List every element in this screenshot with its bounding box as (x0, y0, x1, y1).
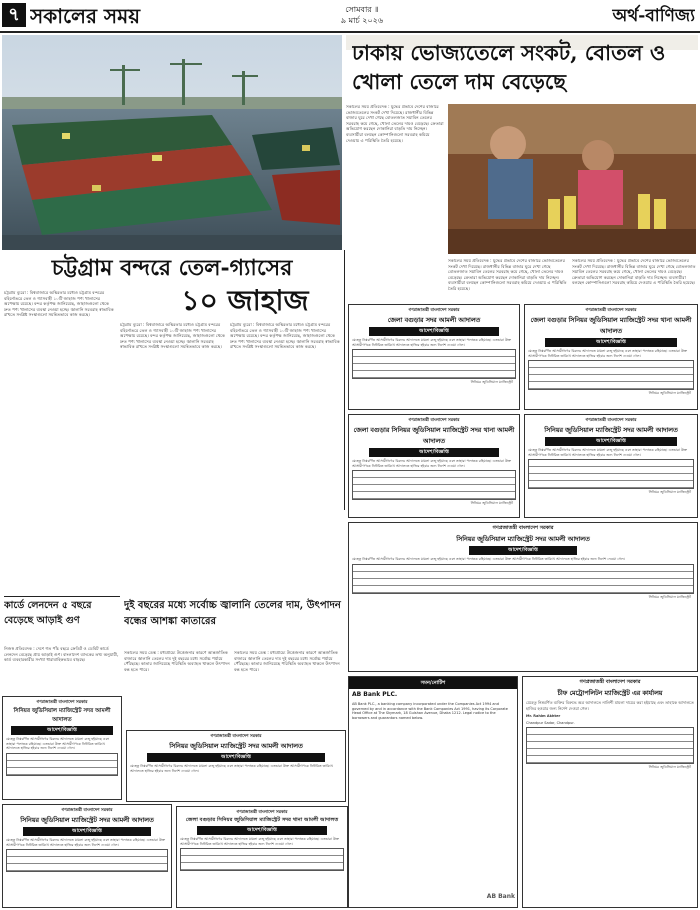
notice-body-4: যেহেতু নিম্নবর্ণিত আসামীগণের বিরুদ্ধে আদালতে মামলা রুজু হইয়াছে এবং তাহারা পলাতক রহিয়াছে। এতদ্বারা উক্ত আসামীগণকে নির্ধারিত তারিখে আদালতে হাজির হইবার জন্য নির্দেশ দেওয়া গেল। (528, 448, 688, 457)
notice-gov-7: গণপ্রজাতন্ত্রী বাংলাদেশ সরকার (236, 809, 288, 814)
notice-address-10: Chandpur Sadar, Chandpur. (526, 720, 575, 725)
notice-table-7 (180, 848, 344, 871)
paper-name: সকালের সময় (30, 4, 141, 28)
notice-gov-8: গণপ্রজাতন্ত্রী বাংলাদেশ সরকার (210, 733, 262, 738)
notice-body-9: যেহেতু নিম্নবর্ণিত আসামীগণের বিরুদ্ধে আদালতে মামলা রুজু হইয়াছে এবং তাহারা পলাতক রহিয়াছে। এতদ্বারা উক্ত আসামীগণকে নির্ধারিত তারিখে আদালতে হাজির হইবার জন্য নির্দেশ দেওয়া গেল। (352, 557, 625, 561)
masthead-rule (0, 31, 700, 33)
port-headline-number: ১০ জাহাজ (181, 284, 309, 317)
notice-body-2: যেহেতু নিম্নবর্ণিত আসামীগণের বিরুদ্ধে আদালতে মামলা রুজু হইয়াছে এবং তাহারা পলাতক রহিয়াছে। এতদ্বারা উক্ত আসামীগণকে নির্ধারিত তারিখে আদালতে হাজির হইবার জন্য নির্দেশ দেওয়া গেল। (528, 349, 688, 358)
port-ships-illustration (2, 35, 342, 250)
court-notice-10 (522, 676, 698, 908)
column-divider (344, 250, 345, 510)
bank-logo: AB Bank (486, 893, 515, 900)
notice-court-8: সিনিয়র জুডিসিয়াল ম্যাজিস্ট্রেট সদর আমলী আদালত (169, 743, 303, 750)
issue-date-box (303, 4, 421, 28)
notice-table-3 (352, 470, 516, 500)
notice-gov-10: গণপ্রজাতন্ত্রী বাংলাদেশ সরকার (579, 679, 641, 685)
notice-order-2: আদেশ/বিজ্ঞপ্তি (545, 338, 677, 347)
notice-table-10 (526, 727, 694, 764)
notice-court-2: জেলা বগুড়ার সিনিয়র জুডিসিয়াল ম্যাজিস্ট্রেট সদর থানা আমলী আদালত (530, 317, 692, 335)
card-rule (4, 596, 120, 597)
notice-table-1 (352, 349, 516, 379)
notice-body-6: যেহেতু নিম্নবর্ণিত আসামীগণের বিরুদ্ধে আদালতে মামলা রুজু হইয়াছে এবং তাহারা পলাতক রহিয়াছে। এতদ্বারা উক্ত আসামীগণকে নির্ধারিত তারিখে আদালতে হাজির হইবার জন্য নির্দেশ দেওয়া গেল। (6, 838, 166, 847)
bank-name: AB Bank PLC. (352, 691, 398, 698)
notice-body-5: যেহেতু নিম্নবর্ণিত আসামীগণের বিরুদ্ধে আদালতে মামলা রুজু হইয়াছে এবং তাহারা পলাতক রহিয়াছে। এতদ্বারা উক্ত আসামীগণকে নির্ধারিত তারিখে আদালতে হাজির হইবার জন্য নির্দেশ দেওয়া গেল। (6, 737, 109, 751)
notice-order-6: আদেশ/বিজ্ঞপ্তি (23, 827, 151, 836)
notice-order-5: আদেশ/বিজ্ঞপ্তি (11, 726, 113, 735)
notice-gov-9: গণপ্রজাতন্ত্রী বাংলাদেশ সরকার (492, 525, 554, 531)
port-text-col2: চট্টগ্রাম ব্যুরো : বিশ্ববাজারে অস্থিরতার মধ্যেও চট্টগ্রাম বন্দরের বহির্নোঙরে তেল ও গ্যাসবাহী ১০টি জাহাজ পণ্য খালাসের অপেক্ষায় রয়েছে। বন্দর কর্তৃপক্ষ জানিয়েছে, জাহাজগুলো থেকে দ্রুত পণ্য খালাসের ব্যবস্থা নেওয়া হচ্ছে। জ্বালানি সরবরাহ স্বাভাবিক রাখতে সংশ্লিষ্ট সংস্থাগুলো সমন্বিতভাবে কাজ করছে। (120, 322, 225, 350)
notice-body-8: যেহেতু নিম্নবর্ণিত আসামীগণের বিরুদ্ধে আদালতে মামলা রুজু হইয়াছে এবং তাহারা পলাতক রহিয়াছে। এতদ্বারা উক্ত আসামীগণকে নির্ধারিত তারিখে আদালতে হাজির হইবার জন্য নির্দেশ দেওয়া গেল। (130, 764, 333, 773)
notice-sign-3: সিনিয়র জুডিসিয়াল ম্যাজিস্ট্রেট (470, 501, 513, 506)
port-text-col3: চট্টগ্রাম ব্যুরো : বিশ্ববাজারে অস্থিরতার মধ্যেও চট্টগ্রাম বন্দরের বহির্নোঙরে তেল ও গ্যাসবাহী ১০টি জাহাজ পণ্য খালাসের অপেক্ষায় রয়েছে। বন্দর কর্তৃপক্ষ জানিয়েছে, জাহাজগুলো থেকে দ্রুত পণ্য খালাসের ব্যবস্থা নেওয়া হচ্ছে। জ্বালানি সরবরাহ স্বাভাবিক রাখতে সংশ্লিষ্ট সংস্থাগুলো সমন্বিতভাবে কাজ করছে। (230, 322, 340, 350)
bank-notice-body: AB Bank PLC., a banking company incorporated under the Companies Act 1994 and governed by and in accordance with the Bank Companies Act 1991, having its Corporate Head Office at The Skymark, 18 Gulshan Avenue, Dhaka 1212. Legal notice to the borrowers and guarantors named below. (352, 702, 508, 720)
notice-court-7: জেলা বগুড়ার সিনিয়র জুডিসিয়াল ম্যাজিস্ট্রেট সদর থানা আমলী আদালত (185, 817, 339, 823)
notice-gov-6: গণপ্রজাতন্ত্রী বাংলাদেশ সরকার (61, 807, 113, 812)
court-notice-7 (176, 806, 348, 908)
court-notice-1 (348, 304, 520, 410)
notice-court-3: জেলা বগুড়ার সিনিয়র জুডিসিয়াল ম্যাজিস্ট্রেট সদর থানা আমলী আদালত (353, 427, 515, 445)
notice-order-3: আদেশ/বিজ্ঞপ্তি (369, 448, 499, 457)
notice-body-7: যেহেতু নিম্নবর্ণিত আসামীগণের বিরুদ্ধে আদালতে মামলা রুজু হইয়াছে এবং তাহারা পলাতক রহিয়াছে। এতদ্বারা উক্ত আসামীগণকে নির্ধারিত তারিখে আদালতে হাজির হইবার জন্য নির্দেশ দেওয়া গেল। (180, 837, 340, 846)
port-text-col1: চট্টগ্রাম ব্যুরো : বিশ্ববাজারে অস্থিরতার মধ্যেও চট্টগ্রাম বন্দরের বহির্নোঙরে তেল ও গ্যাসবাহী ১০টি জাহাজ পণ্য খালাসের অপেক্ষায় রয়েছে। বন্দর কর্তৃপক্ষ জানিয়েছে, জাহাজগুলো থেকে দ্রুত পণ্য খালাসের ব্যবস্থা নেওয়া হচ্ছে। জ্বালানি সরবরাহ স্বাভাবিক রাখতে সংশ্লিষ্ট সংস্থাগুলো সমন্বিতভাবে কাজ করছে। (4, 290, 114, 318)
notice-order-8: আদেশ/বিজ্ঞপ্তি (147, 753, 325, 762)
notice-court-1: জেলা বগুড়ার সদর আমলী আদালত (387, 317, 481, 324)
court-notice-8 (126, 730, 346, 802)
port-headline: চট্টগ্রাম বন্দরে তেল-গ্যাসের (51, 255, 293, 281)
notice-court-5: সিনিয়র জুডিসিয়াল ম্যাজিস্ট্রেট সদর আমলী আদালত (13, 708, 111, 723)
notice-sign-4: সিনিয়র জুডিসিয়াল ম্যাজিস্ট্রেট (648, 490, 691, 495)
oil-vendor-illustration (448, 104, 696, 254)
notice-order-7: আদেশ/বিজ্ঞপ্তি (197, 826, 327, 835)
notice-table-5 (6, 753, 118, 776)
court-notice-5 (2, 696, 122, 800)
oil-price-text-col3: সকালের সময় প্রতিবেদক : যুদ্ধের প্রভাবে দেশের বাজারে ভোজ্যতেলের সংকট দেখা দিয়েছে। রাজধানীর বিভিন্ন বাজার ঘুরে দেখা গেছে বোতলজাত সয়াবিন তেলের সরবরাহ কমে গেছে, খোলা তেলের দামও বেড়েছে। ক্রেতারা অভিযোগ করছেন দোকানিরা বাড়তি দাম নিচ্ছেন। ব্যবসায়ীরা বলছেন কোম্পানিগুলো সরবরাহ কমিয়ে দেওয়ায় এ পরিস্থিতি তৈরি হয়েছে। (572, 258, 696, 286)
notice-order-9: আদেশ/বিজ্ঞপ্তি (469, 546, 577, 555)
notice-gov-2: গণপ্রজাতন্ত্রী বাংলাদেশ সরকার (585, 307, 637, 312)
bank-notice-header: সমন/নোটিশ (349, 677, 517, 689)
notice-gov-3: গণপ্রজাতন্ত্রী বাংলাদেশ সরকার (408, 417, 460, 422)
notice-table-4 (528, 459, 694, 489)
card-headline: কার্ডে লেনদেন ৫ বছরে বেড়েছে আড়াই গুণ (4, 600, 92, 626)
bank-notice (348, 676, 518, 908)
issue-day: সোমবার ॥ (345, 5, 379, 14)
notice-table-9 (352, 564, 694, 594)
court-notice-9 (348, 522, 698, 672)
court-notice-4 (524, 414, 698, 518)
fuel-text-col2: সকালের সময় ডেস্ক : মধ্যপ্রাচ্যে উত্তেজনার কারণে আন্তর্জাতিক বাজারে জ্বালানি তেলের দাম দুই বছরের মধ্যে সর্বোচ্চ পর্যায়ে পৌঁছেছে। কাতার জানিয়েছে পরিস্থিতি অব্যাহত থাকলে উৎপাদন বন্ধ হতে পারে। (234, 650, 340, 672)
court-notice-6 (2, 804, 172, 908)
notice-gov-1: গণপ্রজাতন্ত্রী বাংলাদেশ সরকার (408, 307, 460, 312)
notice-court-6: সিনিয়র জুডিসিয়াল ম্যাজিস্ট্রেট সদর আমলী আদালত (20, 817, 154, 824)
notice-sign-10: সিনিয়র জুডিসিয়াল ম্যাজিস্ট্রেট (648, 765, 691, 770)
notice-court-10: চীফ মেট্রোপলিটন ম্যাজিস্ট্রেট এর কার্যালয় (557, 690, 663, 697)
notice-table-6 (6, 849, 168, 872)
notice-order-4: আদেশ/বিজ্ঞপ্তি (545, 437, 677, 446)
notice-table-2 (528, 360, 694, 390)
oil-vendor-photo (448, 104, 696, 254)
notice-court-4: সিনিয়র জুডিসিয়াল ম্যাজিস্ট্রেট সদর আমলী আদালত (544, 427, 678, 434)
notice-sign-1: সিনিয়র জুডিসিয়াল ম্যাজিস্ট্রেট (470, 380, 513, 385)
issue-date: ৯ মার্চ ২০২৬ (340, 16, 384, 25)
notice-gov-4: গণপ্রজাতন্ত্রী বাংলাদেশ সরকার (585, 417, 637, 422)
section-title: অর্থ-বাণিজ্য (612, 6, 695, 26)
notice-sign-9: সিনিয়র জুডিসিয়াল ম্যাজিস্ট্রেট (648, 594, 691, 599)
notice-body-1: যেহেতু নিম্নবর্ণিত আসামীগণের বিরুদ্ধে আদালতে মামলা রুজু হইয়াছে এবং তাহারা পলাতক রহিয়াছে। এতদ্বারা উক্ত আসামীগণকে নির্ধারিত তারিখে আদালতে হাজির হইবার জন্য নির্দেশ দেওয়া গেল। (352, 338, 512, 347)
court-notice-3 (348, 414, 520, 518)
fuel-headline: দুই বছরের মধ্যে সর্বোচ্চ জ্বালানি তেলের দাম, উৎপাদন বন্ধের আশঙ্কা কাতারের (124, 600, 341, 627)
page-number: ৭ (2, 3, 26, 27)
notice-order-1: আদেশ/বিজ্ঞপ্তি (369, 327, 499, 336)
notice-court-9: সিনিয়র জুডিসিয়াল ম্যাজিস্ট্রেট সদর আমলী আদালত (456, 536, 590, 543)
fuel-text-col1: সকালের সময় ডেস্ক : মধ্যপ্রাচ্যে উত্তেজনার কারণে আন্তর্জাতিক বাজারে জ্বালানি তেলের দাম দুই বছরের মধ্যে সর্বোচ্চ পর্যায়ে পৌঁছেছে। কাতার জানিয়েছে পরিস্থিতি অব্যাহত থাকলে উৎপাদন বন্ধ হতে পারে। (124, 650, 230, 672)
notice-sign-2: সিনিয়র জুডিসিয়াল ম্যাজিস্ট্রেট (648, 391, 691, 396)
oil-price-text-col1: সকালের সময় প্রতিবেদক : যুদ্ধের প্রভাবে দেশের বাজারে ভোজ্যতেলের সংকট দেখা দিয়েছে। রাজধানীর বিভিন্ন বাজার ঘুরে দেখা গেছে বোতলজাত সয়াবিন তেলের সরবরাহ কমে গেছে, খোলা তেলের দামও বেড়েছে। ক্রেতারা অভিযোগ করছেন দোকানিরা বাড়তি দাম নিচ্ছেন। ব্যবসায়ীরা বলছেন কোম্পানিগুলো সরবরাহ কমিয়ে দেওয়ায় এ পরিস্থিতি তৈরি হয়েছে। (346, 104, 444, 143)
masthead (0, 0, 700, 32)
oil-price-text-col2: সকালের সময় প্রতিবেদক : যুদ্ধের প্রভাবে দেশের বাজারে ভোজ্যতেলের সংকট দেখা দিয়েছে। রাজধানীর বিভিন্ন বাজার ঘুরে দেখা গেছে বোতলজাত সয়াবিন তেলের সরবরাহ কমে গেছে, খোলা তেলের দামও বেড়েছে। ক্রেতারা অভিযোগ করছেন দোকানিরা বাড়তি দাম নিচ্ছেন। ব্যবসায়ীরা বলছেন কোম্পানিগুলো সরবরাহ কমিয়ে দেওয়ায় এ পরিস্থিতি তৈরি হয়েছে। (448, 258, 567, 291)
notice-body-3: যেহেতু নিম্নবর্ণিত আসামীগণের বিরুদ্ধে আদালতে মামলা রুজু হইয়াছে এবং তাহারা পলাতক রহিয়াছে। এতদ্বারা উক্ত আসামীগণকে নির্ধারিত তারিখে আদালতে হাজির হইবার জন্য নির্দেশ দেওয়া গেল। (352, 459, 512, 468)
notice-body-10: যেহেতু নিম্নবর্ণিত ব্যক্তির বিরুদ্ধে অত্র আদালতে নালিশী মামলা দায়ের করা হইয়াছে এবং তাহাকে আদালতে হাজির হওয়ার জন্য নির্দেশ দেওয়া গেল। (526, 700, 694, 711)
card-text: নিজস্ব প্রতিবেদক : দেশে গত পাঁচ বছরে ক্রেডিট ও ডেবিট কার্ডে লেনদেন বেড়েছে প্রায় আড়াই গুণ। বাংলাদেশ ব্যাংকের তথ্য অনুযায়ী, কার্ড ব্যবহারকারীর সংখ্যা ধারাবাহিকভাবে বাড়ছে। (4, 646, 119, 663)
court-notice-2 (524, 304, 698, 410)
port-ships-photo (2, 35, 342, 250)
notice-name-10: Mr. Rahim Akhter (526, 714, 561, 718)
oil-price-headline: ঢাকায় ভোজ্যতেলে সংকট, বোতল ও খোলা তেলে দাম বেড়েছে (352, 40, 666, 94)
notice-gov-5: গণপ্রজাতন্ত্রী বাংলাদেশ সরকার (36, 699, 88, 704)
